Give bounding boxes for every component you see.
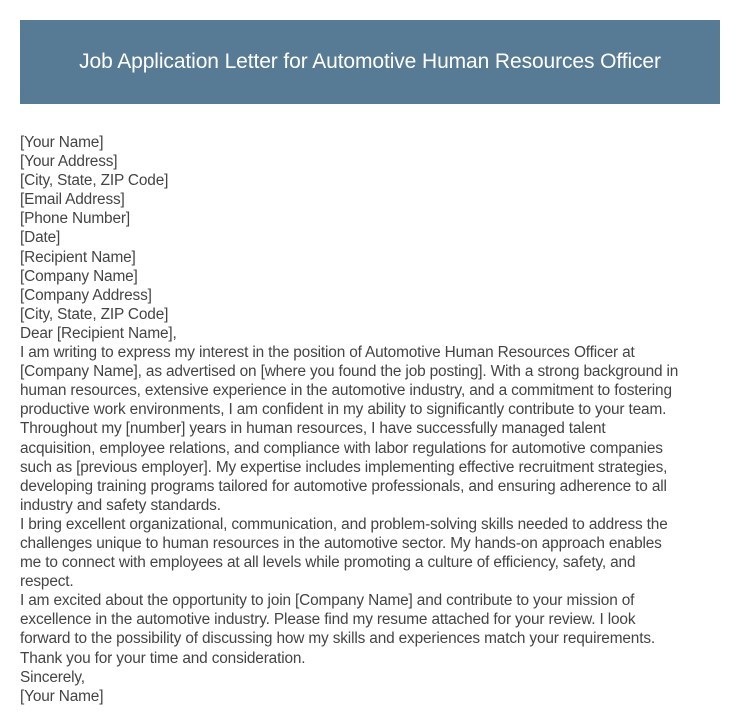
- sender-city-state-zip: [City, State, ZIP Code]: [20, 172, 169, 190]
- paragraph-experience: [20, 419, 730, 514]
- letter-header-banner: [20, 20, 720, 104]
- paragraph-line: industry and safety standards.: [20, 496, 221, 514]
- sender-block: [20, 133, 730, 248]
- recipient-company-address: [Company Address]: [20, 286, 152, 304]
- paragraph-line: [Company Name], as advertised on [where you found the job posting]. With a strong background in: [20, 363, 679, 381]
- paragraph-line: forward to the possibility of discussing how my skills and experiences match your requirements.: [20, 630, 656, 648]
- paragraph-line: I am excited about the opportunity to join [Company Name] and contribute to your mission of: [20, 592, 635, 610]
- paragraph-skills: [20, 515, 730, 591]
- recipient-company: [Company Name]: [20, 267, 138, 285]
- paragraph-line: Throughout my [number] years in human resources, I have successfully managed talent: [20, 420, 606, 438]
- recipient-name: [Recipient Name]: [20, 248, 136, 266]
- paragraph-line: Thank you for your time and consideration.: [20, 649, 306, 667]
- paragraph-line: I am writing to express my interest in the position of Automotive Human Resources Officer at: [20, 344, 635, 362]
- sender-name: [Your Name]: [20, 134, 104, 151]
- paragraph-line: acquisition, employee relations, and compliance with labor regulations for automotive companies: [20, 439, 663, 457]
- paragraph-line: developing training programs tailored for automotive professionals, and ensuring adherence to all: [20, 477, 667, 495]
- paragraph-line: such as [previous employer]. My expertise includes implementing effective recruitment strategies,: [20, 458, 668, 476]
- closing: Sincerely,: [20, 668, 85, 686]
- recipient-city-state-zip: [City, State, ZIP Code]: [20, 305, 169, 323]
- paragraph-line: respect.: [20, 573, 74, 591]
- paragraph-introduction: [20, 343, 730, 419]
- salutation: Dear [Recipient Name],: [20, 324, 177, 342]
- paragraph-line: productive work environments, I am confident in my ability to significantly contribute to your team.: [20, 401, 667, 419]
- paragraph-line: human resources, extensive experience in the automotive industry, and a commitment to fostering: [20, 382, 672, 400]
- letter-date: [Date]: [20, 229, 61, 247]
- paragraph-line: me to connect with employees at all levels while promoting a culture of efficiency, safety, and: [20, 554, 636, 572]
- signature: [Your Name]: [20, 687, 104, 705]
- paragraph-line: I bring excellent organizational, communication, and problem-solving skills needed to address the: [20, 515, 668, 533]
- paragraph-line: challenges unique to human resources in the automotive sector. My hands-on approach enables: [20, 534, 662, 552]
- letter-body: [20, 133, 730, 706]
- sender-address: [Your Address]: [20, 153, 118, 171]
- paragraph-line: excellence in the automotive industry. Please find my resume attached for your review. I look: [20, 611, 636, 629]
- recipient-block: [20, 248, 730, 324]
- sender-email: [Email Address]: [20, 191, 125, 209]
- page-title: Job Application Letter for Automotive Human Resources Officer: [79, 50, 661, 73]
- sender-phone: [Phone Number]: [20, 210, 130, 228]
- paragraph-closing: [20, 591, 730, 667]
